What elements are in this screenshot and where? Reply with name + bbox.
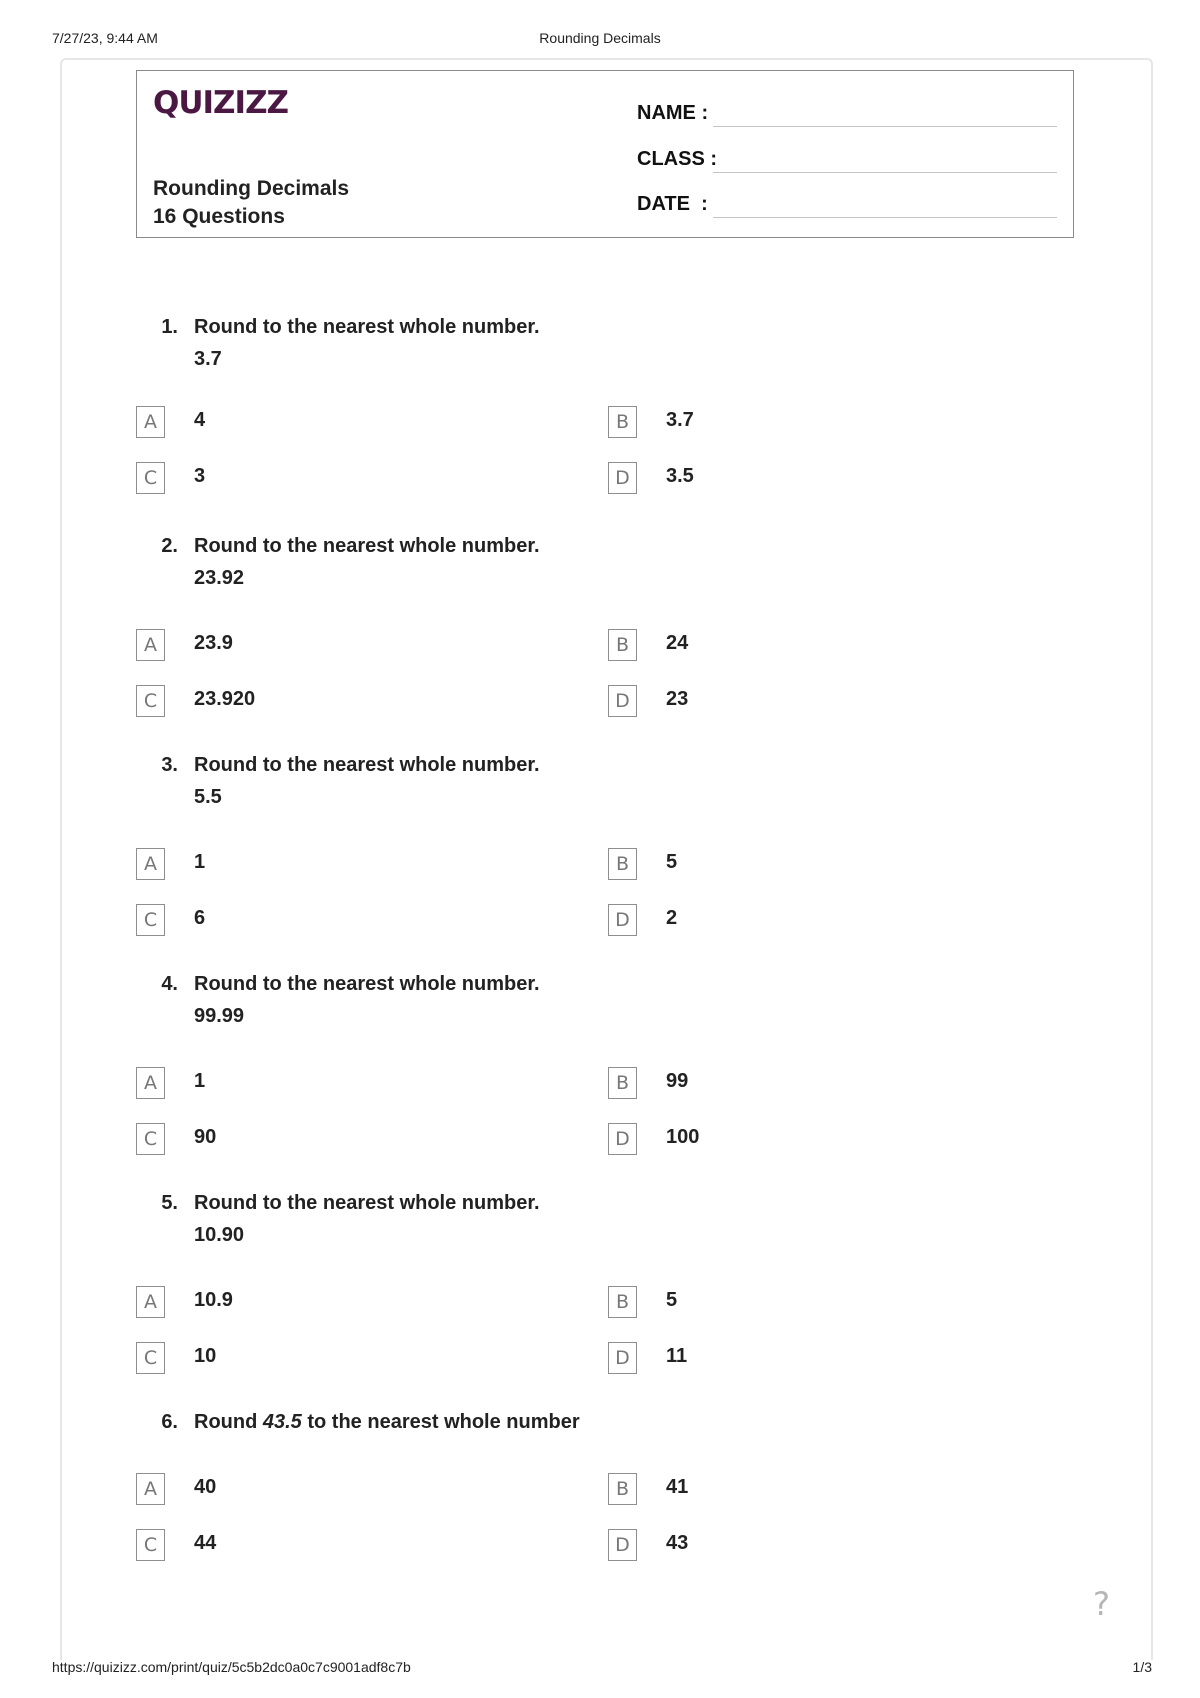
option-letter: D bbox=[608, 685, 637, 717]
option-value: 100 bbox=[666, 1126, 700, 1148]
question-line: Round to the nearest whole number. bbox=[194, 754, 540, 776]
option-letter: B bbox=[608, 1473, 637, 1505]
option-c bbox=[136, 462, 536, 494]
option-value: 4 bbox=[194, 409, 206, 431]
option-c bbox=[136, 1123, 536, 1155]
print-url: https://quizizz.com/print/quiz/5c5b2dc0a0c7c9001adf8c7b bbox=[52, 1659, 411, 1675]
option-b bbox=[608, 1473, 1008, 1505]
option-c bbox=[136, 1342, 536, 1374]
option-letter: B bbox=[608, 1067, 637, 1099]
option-letter: A bbox=[136, 848, 165, 880]
option-value: 24 bbox=[666, 632, 689, 654]
option-letter: A bbox=[136, 629, 165, 661]
option-a bbox=[136, 629, 536, 661]
option-value: 2 bbox=[666, 907, 678, 929]
date-field bbox=[637, 188, 1057, 218]
option-letter: D bbox=[608, 462, 637, 494]
print-page-indicator: 1/3 bbox=[1132, 1659, 1152, 1675]
option-value: 3.5 bbox=[666, 465, 694, 487]
question-number: 4. bbox=[161, 973, 178, 995]
option-value: 23.920 bbox=[194, 688, 256, 710]
class-line bbox=[713, 172, 1057, 173]
option-letter: C bbox=[136, 685, 165, 717]
option-d bbox=[608, 904, 1008, 936]
option-value: 10 bbox=[194, 1345, 217, 1367]
question-number: 1. bbox=[161, 316, 178, 338]
print-page-title: Rounding Decimals bbox=[539, 30, 661, 46]
quizizz-logo: QUIZIZZ bbox=[153, 85, 289, 121]
option-d bbox=[608, 685, 1008, 717]
print-datetime: 7/27/23, 9:44 AM bbox=[52, 30, 158, 46]
option-b bbox=[608, 1286, 1008, 1318]
question-prefix: Round bbox=[194, 1411, 263, 1433]
option-value: 44 bbox=[194, 1532, 217, 1554]
option-value: 3.7 bbox=[666, 409, 694, 431]
question-suffix: to the nearest whole number bbox=[301, 1411, 580, 1433]
option-letter: C bbox=[136, 904, 165, 936]
question-number: 5. bbox=[161, 1192, 178, 1214]
question-value: 3.7 bbox=[194, 348, 222, 370]
name-field bbox=[637, 97, 1057, 127]
option-c bbox=[136, 1529, 536, 1561]
option-d bbox=[608, 1342, 1008, 1374]
worksheet bbox=[60, 58, 1153, 1660]
question-emphasis: 43.5 bbox=[262, 1411, 302, 1433]
question-text bbox=[194, 1406, 580, 1438]
option-value: 5 bbox=[666, 1289, 678, 1311]
option-d bbox=[608, 462, 1008, 494]
option-letter: D bbox=[608, 1342, 637, 1374]
quiz-title-block bbox=[153, 175, 349, 231]
quiz-title: Rounding Decimals bbox=[153, 177, 350, 200]
question-text bbox=[194, 749, 540, 813]
option-letter: B bbox=[608, 848, 637, 880]
option-letter: D bbox=[608, 904, 637, 936]
option-letter: B bbox=[608, 629, 637, 661]
option-value: 90 bbox=[194, 1126, 217, 1148]
option-letter: B bbox=[608, 406, 637, 438]
option-a bbox=[136, 1473, 536, 1505]
option-b bbox=[608, 1067, 1008, 1099]
option-letter: A bbox=[136, 1067, 165, 1099]
option-value: 23.9 bbox=[194, 632, 233, 654]
question-value: 23.92 bbox=[194, 567, 245, 589]
option-value: 1 bbox=[194, 851, 206, 873]
question-text bbox=[194, 1187, 540, 1251]
option-value: 5 bbox=[666, 851, 678, 873]
option-d bbox=[608, 1529, 1008, 1561]
name-line bbox=[713, 126, 1057, 127]
option-value: 40 bbox=[194, 1476, 217, 1498]
option-b bbox=[608, 406, 1008, 438]
option-a bbox=[136, 1286, 536, 1318]
option-letter: D bbox=[608, 1123, 637, 1155]
option-c bbox=[136, 685, 536, 717]
question-text bbox=[194, 530, 540, 594]
option-b bbox=[608, 848, 1008, 880]
option-c bbox=[136, 904, 536, 936]
option-value: 99 bbox=[666, 1070, 689, 1092]
question-number: 6. bbox=[161, 1411, 178, 1433]
worksheet-header bbox=[136, 70, 1074, 238]
question-line: Round to the nearest whole number. bbox=[194, 316, 540, 338]
option-value: 41 bbox=[666, 1476, 689, 1498]
option-value: 10.9 bbox=[194, 1289, 233, 1311]
question-value: 5.5 bbox=[194, 786, 222, 808]
option-letter: A bbox=[136, 1286, 165, 1318]
option-letter: C bbox=[136, 1342, 165, 1374]
option-letter: A bbox=[136, 406, 165, 438]
question-number: 3. bbox=[161, 754, 178, 776]
question-value: 99.99 bbox=[194, 1005, 245, 1027]
question-text bbox=[194, 968, 540, 1032]
date-line bbox=[713, 217, 1057, 218]
option-letter: C bbox=[136, 1123, 165, 1155]
option-letter: C bbox=[136, 462, 165, 494]
question-count: 16 Questions bbox=[153, 205, 285, 228]
question-number: 2. bbox=[161, 535, 178, 557]
question-value: 10.90 bbox=[194, 1224, 245, 1246]
option-value: 11 bbox=[666, 1345, 688, 1367]
option-letter: C bbox=[136, 1529, 165, 1561]
option-a bbox=[136, 848, 536, 880]
option-value: 1 bbox=[194, 1070, 206, 1092]
class-label: CLASS : bbox=[637, 148, 717, 170]
option-letter: A bbox=[136, 1473, 165, 1505]
option-a bbox=[136, 406, 536, 438]
date-label: DATE : bbox=[637, 193, 708, 215]
option-value: 3 bbox=[194, 465, 206, 487]
option-b bbox=[608, 629, 1008, 661]
question-text bbox=[194, 311, 540, 375]
option-a bbox=[136, 1067, 536, 1099]
class-field bbox=[637, 143, 1057, 173]
question-line: Round to the nearest whole number. bbox=[194, 535, 540, 557]
option-value: 23 bbox=[666, 688, 689, 710]
name-label: NAME : bbox=[637, 102, 709, 124]
option-value: 43 bbox=[666, 1532, 689, 1554]
option-value: 6 bbox=[194, 907, 206, 929]
help-icon[interactable]: ? bbox=[1093, 1585, 1110, 1623]
question-line: Round to the nearest whole number. bbox=[194, 973, 540, 995]
question-line: Round to the nearest whole number. bbox=[194, 1192, 540, 1214]
option-letter: B bbox=[608, 1286, 637, 1318]
option-d bbox=[608, 1123, 1008, 1155]
option-letter: D bbox=[608, 1529, 637, 1561]
